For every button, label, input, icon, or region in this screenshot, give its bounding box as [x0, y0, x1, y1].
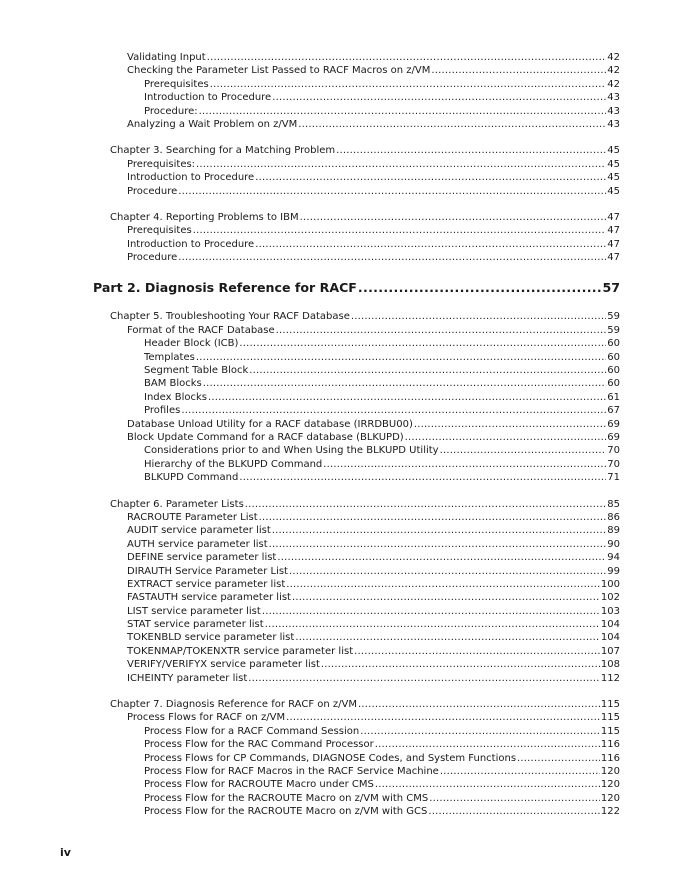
toc-entry-page: 42 — [607, 65, 620, 77]
dot-leader — [245, 498, 606, 511]
toc-entry-page: 115 — [600, 699, 620, 711]
dot-leader — [196, 351, 606, 364]
toc-entry[interactable] — [127, 158, 620, 171]
toc-entry[interactable] — [144, 444, 620, 457]
toc-entry-title: Analyzing a Wait Problem on z/VM — [127, 118, 298, 130]
toc-entry-title: TOKENBLD service parameter list — [127, 632, 295, 644]
toc-entry[interactable] — [127, 238, 620, 251]
toc-entry[interactable] — [127, 251, 620, 264]
toc-entry-title: Chapter 4. Reporting Problems to IBM — [110, 211, 299, 223]
toc-entry-title: Block Update Command for a RACF database (BLKUPD) — [127, 431, 404, 443]
dot-leader — [292, 591, 600, 604]
toc-entry[interactable] — [144, 725, 620, 738]
toc-entry-page: 45 — [607, 185, 620, 197]
dot-leader — [289, 565, 606, 578]
table-of-contents — [0, 51, 680, 819]
toc-entry[interactable] — [144, 458, 620, 471]
dot-leader — [321, 658, 600, 671]
dot-leader — [203, 377, 607, 390]
dot-leader — [239, 337, 606, 350]
toc-entry-title: Chapter 5. Troubleshooting Your RACF Database — [110, 311, 350, 323]
toc-entry-title: Process Flow for the RAC Command Processor — [144, 739, 374, 751]
toc-entry-title: AUDIT service parameter list — [127, 525, 271, 537]
dot-leader — [196, 158, 606, 171]
toc-entry[interactable] — [127, 591, 620, 604]
toc-entry-page: 122 — [600, 806, 620, 818]
toc-entry-page: 59 — [607, 324, 620, 336]
dot-leader — [272, 91, 606, 104]
dot-leader — [354, 645, 600, 658]
dot-leader — [375, 778, 600, 791]
toc-entry-title: Hierarchy of the BLKUPD Command — [144, 458, 323, 470]
toc-entry-page: 45 — [607, 158, 620, 170]
toc-entry[interactable] — [127, 224, 620, 237]
dot-leader — [414, 418, 606, 431]
toc-entry-page: 59 — [607, 311, 620, 323]
toc-entry[interactable] — [127, 551, 620, 564]
dot-leader — [351, 310, 606, 323]
toc-entry-title: Chapter 6. Parameter Lists — [110, 498, 244, 510]
dot-leader — [193, 224, 607, 237]
toc-entry-page: 67 — [607, 405, 620, 417]
toc-entry[interactable] — [127, 618, 620, 631]
toc-entry-page: 116 — [600, 739, 620, 751]
toc-entry-page: 102 — [600, 592, 620, 604]
toc-entry-title: Process Flow for the RACROUTE Macro on z/VM with GCS — [144, 806, 428, 818]
dot-leader — [323, 458, 606, 471]
toc-spacer — [0, 264, 680, 280]
dot-leader — [358, 698, 600, 711]
dot-leader — [405, 431, 607, 444]
toc-entry-page: 107 — [600, 645, 620, 657]
dot-leader — [440, 444, 607, 457]
toc-entry-title: Procedure: — [144, 105, 198, 117]
toc-entry-title: Header Block (ICB) — [144, 338, 239, 350]
dot-leader — [431, 64, 606, 77]
toc-entry-title: Process Flow for the RACROUTE Macro on z/VM with CMS — [144, 792, 429, 804]
toc-entry-page: 43 — [607, 92, 620, 104]
toc-entry-page: 85 — [607, 498, 620, 510]
toc-entry-title: Considerations prior to and When Using the BLKUPD Utility — [144, 445, 439, 457]
toc-entry-title: AUTH service parameter list — [127, 538, 268, 550]
toc-entry-page: 100 — [600, 578, 620, 590]
toc-entry-title: Procedure — [127, 185, 178, 197]
dot-leader — [178, 251, 606, 264]
page-number: iv — [60, 846, 71, 859]
toc-spacer — [0, 131, 680, 144]
toc-entry-page: 42 — [607, 78, 620, 90]
toc-spacer — [0, 485, 680, 498]
dot-leader — [262, 605, 600, 618]
toc-entry-title: Chapter 3. Searching for a Matching Problem — [110, 145, 336, 157]
toc-entry[interactable] — [127, 538, 620, 551]
toc-entry-title: Introduction to Procedure — [127, 172, 255, 184]
dot-leader — [298, 118, 606, 131]
toc-entry[interactable] — [127, 511, 620, 524]
toc-entry-title: Introduction to Procedure — [144, 92, 272, 104]
dot-leader — [286, 711, 600, 724]
dot-leader — [255, 238, 606, 251]
toc-entry-title: Format of the RACF Database — [127, 324, 275, 336]
toc-entry[interactable] — [144, 391, 620, 404]
toc-chapter-entry[interactable] — [110, 310, 620, 323]
toc-entry-title: DEFINE service parameter list — [127, 552, 277, 564]
toc-entry[interactable] — [144, 471, 620, 484]
toc-entry-page: 60 — [607, 365, 620, 377]
toc-entry-page: 70 — [607, 445, 620, 457]
dot-leader — [295, 631, 600, 644]
toc-entry-title: DIRAUTH Service Parameter List — [127, 565, 288, 577]
toc-entry[interactable] — [144, 377, 620, 390]
toc-entry-title: Index Blocks — [144, 391, 207, 403]
dot-leader — [178, 185, 606, 198]
toc-entry-title: Templates — [144, 351, 195, 363]
dot-leader — [181, 404, 606, 417]
toc-entry-title: Part 2. Diagnosis Reference for RACF — [93, 280, 357, 296]
toc-entry-title: Process Flow for RACF Macros in the RACF Service Machine — [144, 765, 439, 777]
toc-chapter-entry[interactable] — [110, 211, 620, 224]
toc-entry-title: Introduction to Procedure — [127, 238, 255, 250]
toc-part-entry[interactable] — [93, 280, 620, 296]
toc-entry-page: 69 — [607, 431, 620, 443]
toc-entry[interactable] — [144, 765, 620, 778]
toc-entry-page: 61 — [607, 391, 620, 403]
toc-spacer — [0, 296, 680, 310]
toc-entry-title: Procedure — [127, 252, 178, 264]
dot-leader — [428, 805, 600, 818]
dot-leader — [207, 51, 607, 64]
toc-entry[interactable] — [127, 631, 620, 644]
toc-entry-page: 70 — [607, 458, 620, 470]
toc-entry-title: Process Flow for a RACF Command Session — [144, 725, 360, 737]
toc-entry-title: Chapter 7. Diagnosis Reference for RACF on z/VM — [110, 699, 357, 711]
toc-entry-page: 69 — [607, 418, 620, 430]
toc-entry-title: EXTRACT service parameter list — [127, 578, 286, 590]
toc-entry-title: Segment Table Block — [144, 365, 249, 377]
toc-entry-title: Prerequisites — [127, 225, 192, 237]
toc-entry[interactable] — [144, 738, 620, 751]
toc-entry-title: LIST service parameter list — [127, 605, 261, 617]
dot-leader — [208, 391, 606, 404]
toc-entry[interactable] — [144, 752, 620, 765]
toc-entry-page: 47 — [607, 225, 620, 237]
toc-entry-title: Process Flows for CP Commands, DIAGNOSE Codes, and System Functions — [144, 752, 517, 764]
toc-spacer — [0, 685, 680, 698]
toc-entry-title: BAM Blocks — [144, 378, 202, 390]
toc-entry-page: 94 — [607, 552, 620, 564]
dot-leader — [239, 471, 606, 484]
toc-entry-title: VERIFY/VERIFYX service parameter list — [127, 659, 320, 671]
toc-entry-title: BLKUPD Command — [144, 472, 239, 484]
toc-entry-page: 116 — [600, 752, 620, 764]
toc-entry-page: 115 — [600, 712, 620, 724]
toc-entry-title: FASTAUTH service parameter list — [127, 592, 291, 604]
toc-entry-title: Prerequisites: — [127, 158, 196, 170]
toc-chapter-entry[interactable] — [110, 144, 620, 157]
toc-entry[interactable] — [127, 658, 620, 671]
toc-spacer — [0, 198, 680, 211]
toc-entry[interactable] — [127, 578, 620, 591]
dot-leader — [429, 792, 600, 805]
toc-entry[interactable] — [144, 805, 620, 818]
toc-entry-page: 47 — [607, 238, 620, 250]
toc-entry[interactable] — [127, 171, 620, 184]
toc-entry[interactable] — [127, 118, 620, 131]
dot-leader — [375, 738, 600, 751]
dot-leader — [517, 752, 600, 765]
dot-leader — [210, 78, 607, 91]
toc-entry-page: 45 — [607, 145, 620, 157]
toc-entry[interactable] — [144, 792, 620, 805]
dot-leader — [248, 672, 600, 685]
toc-entry-page: 60 — [607, 338, 620, 350]
toc-entry-page: 120 — [600, 765, 620, 777]
toc-entry[interactable] — [127, 51, 620, 64]
toc-entry-page: 47 — [607, 211, 620, 223]
dot-leader — [277, 551, 606, 564]
toc-entry[interactable] — [127, 565, 620, 578]
dot-leader — [249, 364, 606, 377]
toc-entry-page: 60 — [607, 378, 620, 390]
toc-entry-page: 99 — [607, 565, 620, 577]
toc-entry[interactable] — [127, 185, 620, 198]
toc-entry-page: 90 — [607, 538, 620, 550]
toc-entry[interactable] — [127, 418, 620, 431]
toc-entry-page: 115 — [600, 725, 620, 737]
toc-chapter-entry[interactable] — [110, 698, 620, 711]
dot-leader — [286, 578, 600, 591]
toc-entry-page: 71 — [607, 472, 620, 484]
toc-entry-title: Validating Input — [127, 52, 206, 63]
toc-entry-page: 43 — [607, 118, 620, 130]
toc-entry-title: Database Unload Utility for a RACF database (IRRDBU00) — [127, 418, 413, 430]
dot-leader — [255, 171, 606, 184]
toc-entry[interactable] — [127, 431, 620, 444]
dot-leader — [265, 618, 600, 631]
toc-entry-title: Process Flow for RACROUTE Macro under CMS — [144, 779, 374, 791]
toc-entry-page: 57 — [602, 280, 620, 296]
dot-leader — [336, 144, 606, 157]
toc-entry-title: Checking the Parameter List Passed to RACF Macros on z/VM — [127, 65, 431, 77]
toc-entry-page: 47 — [607, 252, 620, 264]
toc-chapter-entry[interactable] — [110, 498, 620, 511]
toc-entry[interactable] — [127, 324, 620, 337]
toc-entry[interactable] — [127, 711, 620, 724]
toc-entry[interactable] — [127, 605, 620, 618]
toc-entry-page: 120 — [600, 779, 620, 791]
toc-entry-title: ICHEINTY parameter list — [127, 672, 248, 684]
dot-leader — [440, 765, 600, 778]
toc-entry[interactable] — [144, 337, 620, 350]
toc-entry-title: RACROUTE Parameter List — [127, 511, 258, 523]
dot-leader — [272, 524, 607, 537]
toc-entry[interactable] — [144, 364, 620, 377]
toc-entry-page: 103 — [600, 605, 620, 617]
dot-leader — [259, 511, 607, 524]
toc-entry[interactable] — [144, 778, 620, 791]
dot-leader — [199, 105, 607, 118]
toc-entry-page: 104 — [600, 632, 620, 644]
dot-leader — [300, 211, 607, 224]
toc-entry-title: STAT service parameter list — [127, 619, 264, 631]
toc-entry[interactable] — [144, 78, 620, 91]
toc-entry-page: 42 — [607, 52, 620, 63]
dot-leader — [358, 280, 602, 296]
dot-leader — [269, 538, 607, 551]
toc-entry[interactable] — [144, 404, 620, 417]
toc-entry-page: 86 — [607, 511, 620, 523]
toc-entry-page: 89 — [607, 525, 620, 537]
dot-leader — [276, 324, 607, 337]
dot-leader — [360, 725, 600, 738]
toc-entry-page: 43 — [607, 105, 620, 117]
toc-entry-page: 120 — [600, 792, 620, 804]
toc-entry[interactable] — [127, 645, 620, 658]
toc-entry-page: 60 — [607, 351, 620, 363]
toc-entry-page: 104 — [600, 619, 620, 631]
toc-entry-title: Profiles — [144, 405, 181, 417]
toc-entry[interactable] — [144, 351, 620, 364]
toc-entry[interactable] — [127, 672, 620, 685]
toc-entry-title: Process Flows for RACF on z/VM — [127, 712, 286, 724]
toc-entry-title: TOKENMAP/TOKENXTR service parameter list — [127, 645, 354, 657]
toc-entry[interactable] — [127, 524, 620, 537]
toc-entry-title: Prerequisites — [144, 78, 209, 90]
toc-entry-page: 45 — [607, 172, 620, 184]
toc-entry[interactable] — [144, 91, 620, 104]
toc-entry[interactable] — [127, 64, 620, 77]
toc-entry[interactable] — [144, 105, 620, 118]
toc-entry-page: 112 — [600, 672, 620, 684]
toc-entry-page: 108 — [600, 659, 620, 671]
